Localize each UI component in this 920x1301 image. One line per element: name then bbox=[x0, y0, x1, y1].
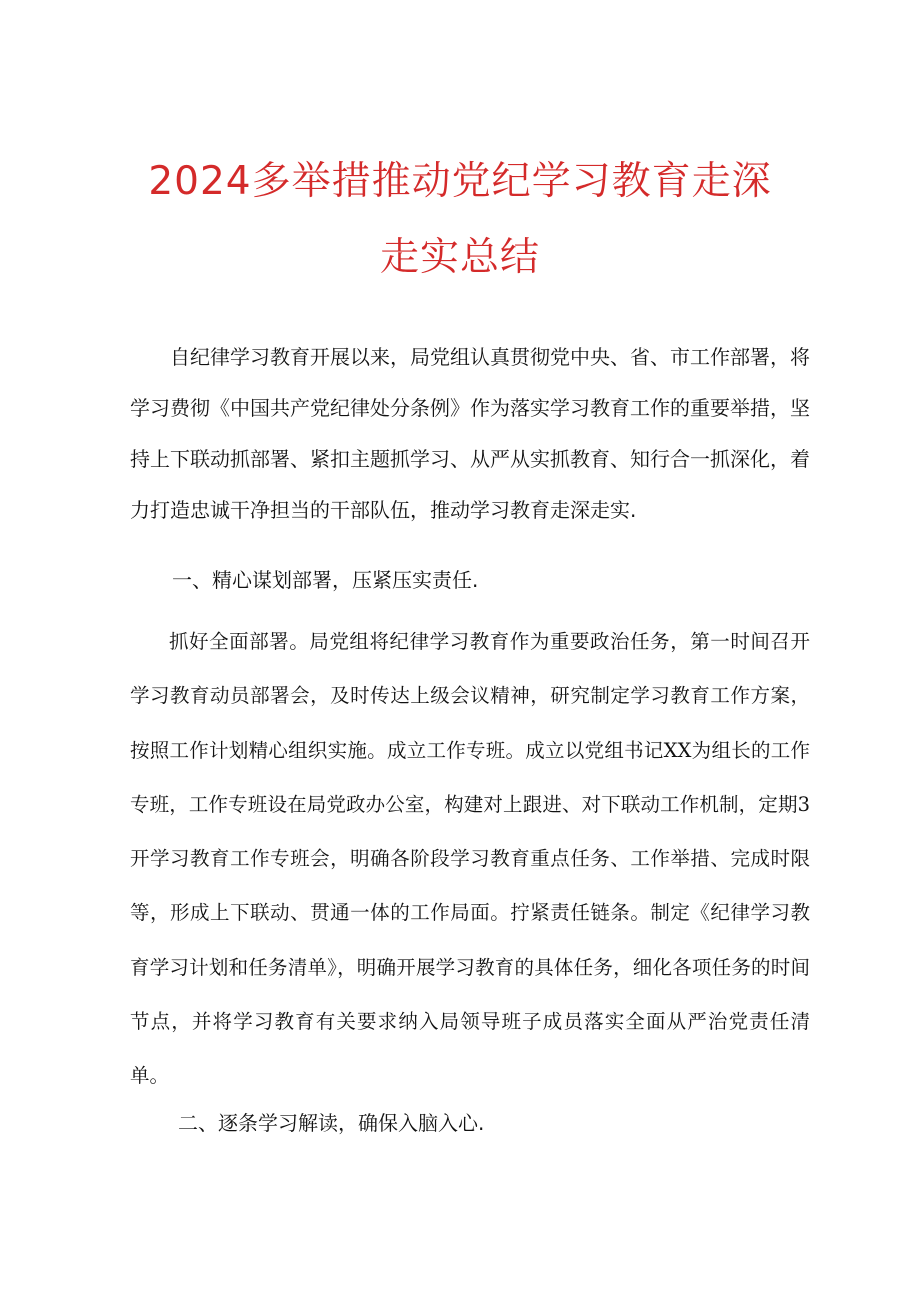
intro-paragraph: 自纪律学习教育开展以来，局党组认真贯彻党中央、省、市工作部署，将学习费彻《中国共产党纪律处分条例》作为落实学习教育工作的重要举措，坚持上下联动抓部署、紧扣主题抓学习、从严从实抓教育、知行合一抓深化，着力打造忠诚干净担当的干部队伍，推动学习教育走深走实. bbox=[130, 345, 810, 522]
section-1-heading: 一、精心谋划部署，压紧压实责任. bbox=[172, 568, 479, 592]
section-1-paragraph: 抓好全面部署。局党组将纪律学习教育作为重要政治任务，第一时间召开学习教育动员部署会，及时传达上级会议精神，研究制定学习教育工作方案，按照工作计划精心组织实施。成立工作专班。成立以党组书记XX为组长的工作专班，工作专班设在局党政办公室，构建对上跟进、对下联动工作机制，定期3开学习教育工作专班会，明确各阶段学习教育重点任务、工作举措、完成时限等，形成上下联动、贯通一体的工作局面。拧紧责任链条。制定《纪律学习教育学习计划和任务清单》，明确开展学习教育的具体任务，细化各项任务的时间节点，并将学习教育有关要求纳入局领导班子成员落实全面从严治党责任清单。 bbox=[130, 630, 810, 1088]
document-title-line-2: 走实总结 bbox=[379, 235, 540, 280]
section-2-heading: 二、逐条学习解读，确保入脑入心. bbox=[178, 1111, 485, 1135]
document-title-line-1: 2024多举措推动党纪学习教育走深 bbox=[148, 159, 772, 204]
